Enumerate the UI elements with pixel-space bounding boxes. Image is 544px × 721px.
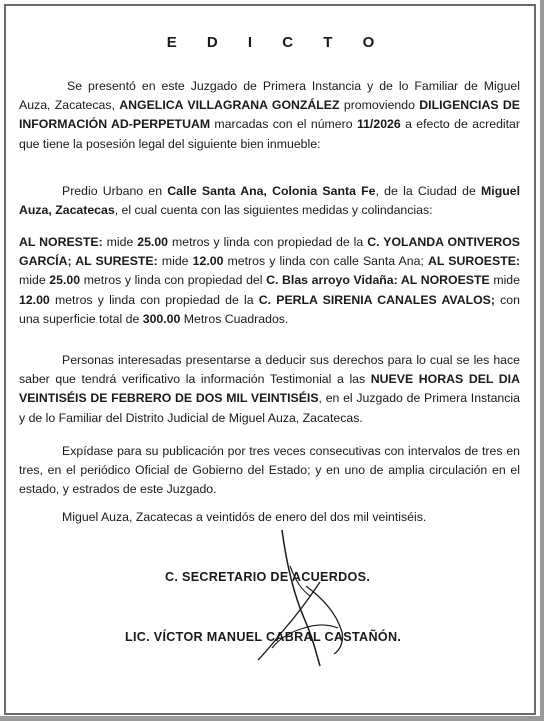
paragraph-date: Miguel Auza, Zacatecas a veintidós de enero del dos mil veintiséis. [62,510,427,524]
paragraph-boundaries: AL NORESTE: mide 25.00 metros y linda con propiedad de la C. YOLANDA ONTIVEROS GARCÍA; AL SURESTE: mide 12.00 metros y linda con calle Santa Ana; AL SUROESTE: mide 25.00 metros y linda con propiedad del C. Blas arroyo Vidaña: AL NOROESTE mide 12.00 metros y linda con propiedad de la C. PERLA SIRENIA CANALES AVALOS; con una superficie total de 300.00 Metros Cuadrados. [19,235,520,326]
scan-edge-right [540,0,544,721]
paragraph-publication: Expídase para su publicación por tres veces consecutivas con intervalos de tres en tres, en el periódico Oficial de Gobierno del Estado; y en uno de amplia circulación en el estado, y estrados de este Juzgado. [19,444,520,497]
paragraph-intro: Se presentó en este Juzgado de Primera Instancia y de lo Familiar de Miguel Auza, Zacatecas, ANGELICA VILLAGRANA GONZÁLEZ promoviendo DILIGENCIAS DE INFORMACIÓN AD-PERPETUAM marcadas con el número 11/2026 a efecto de acreditar que tiene la posesión legal del siguiente bien inmueble: [19,79,520,151]
scan-edge-bottom [0,716,544,721]
paragraph-property: Predio Urbano en Calle Santa Ana, Colonia Santa Fe, de la Ciudad de Miguel Auza, Zacatecas, el cual cuenta con las siguientes medidas y colindancias: [19,184,520,218]
signatory-title: C. SECRETARIO DE ACUERDOS. [165,570,371,584]
signatory-name: LIC. VÍCTOR MANUEL CABRAL CASTAÑÓN. [125,630,402,644]
paragraph-hearing: Personas interesadas presentarse a deducir sus derechos para lo cual se les hace saber que tendrá verificativo la información Testimonial a las NUEVE HORAS DEL DIA VEINTISÉIS DE FEBRERO DE DOS MIL VEINTISÉIS, en el Juzgado de Primera Instancia y de lo Familiar del Distrito Judicial de Miguel Auza, Zacatecas. [19,353,520,425]
document-title: E D I C T O [166,34,388,51]
handwritten-signature [220,520,370,670]
